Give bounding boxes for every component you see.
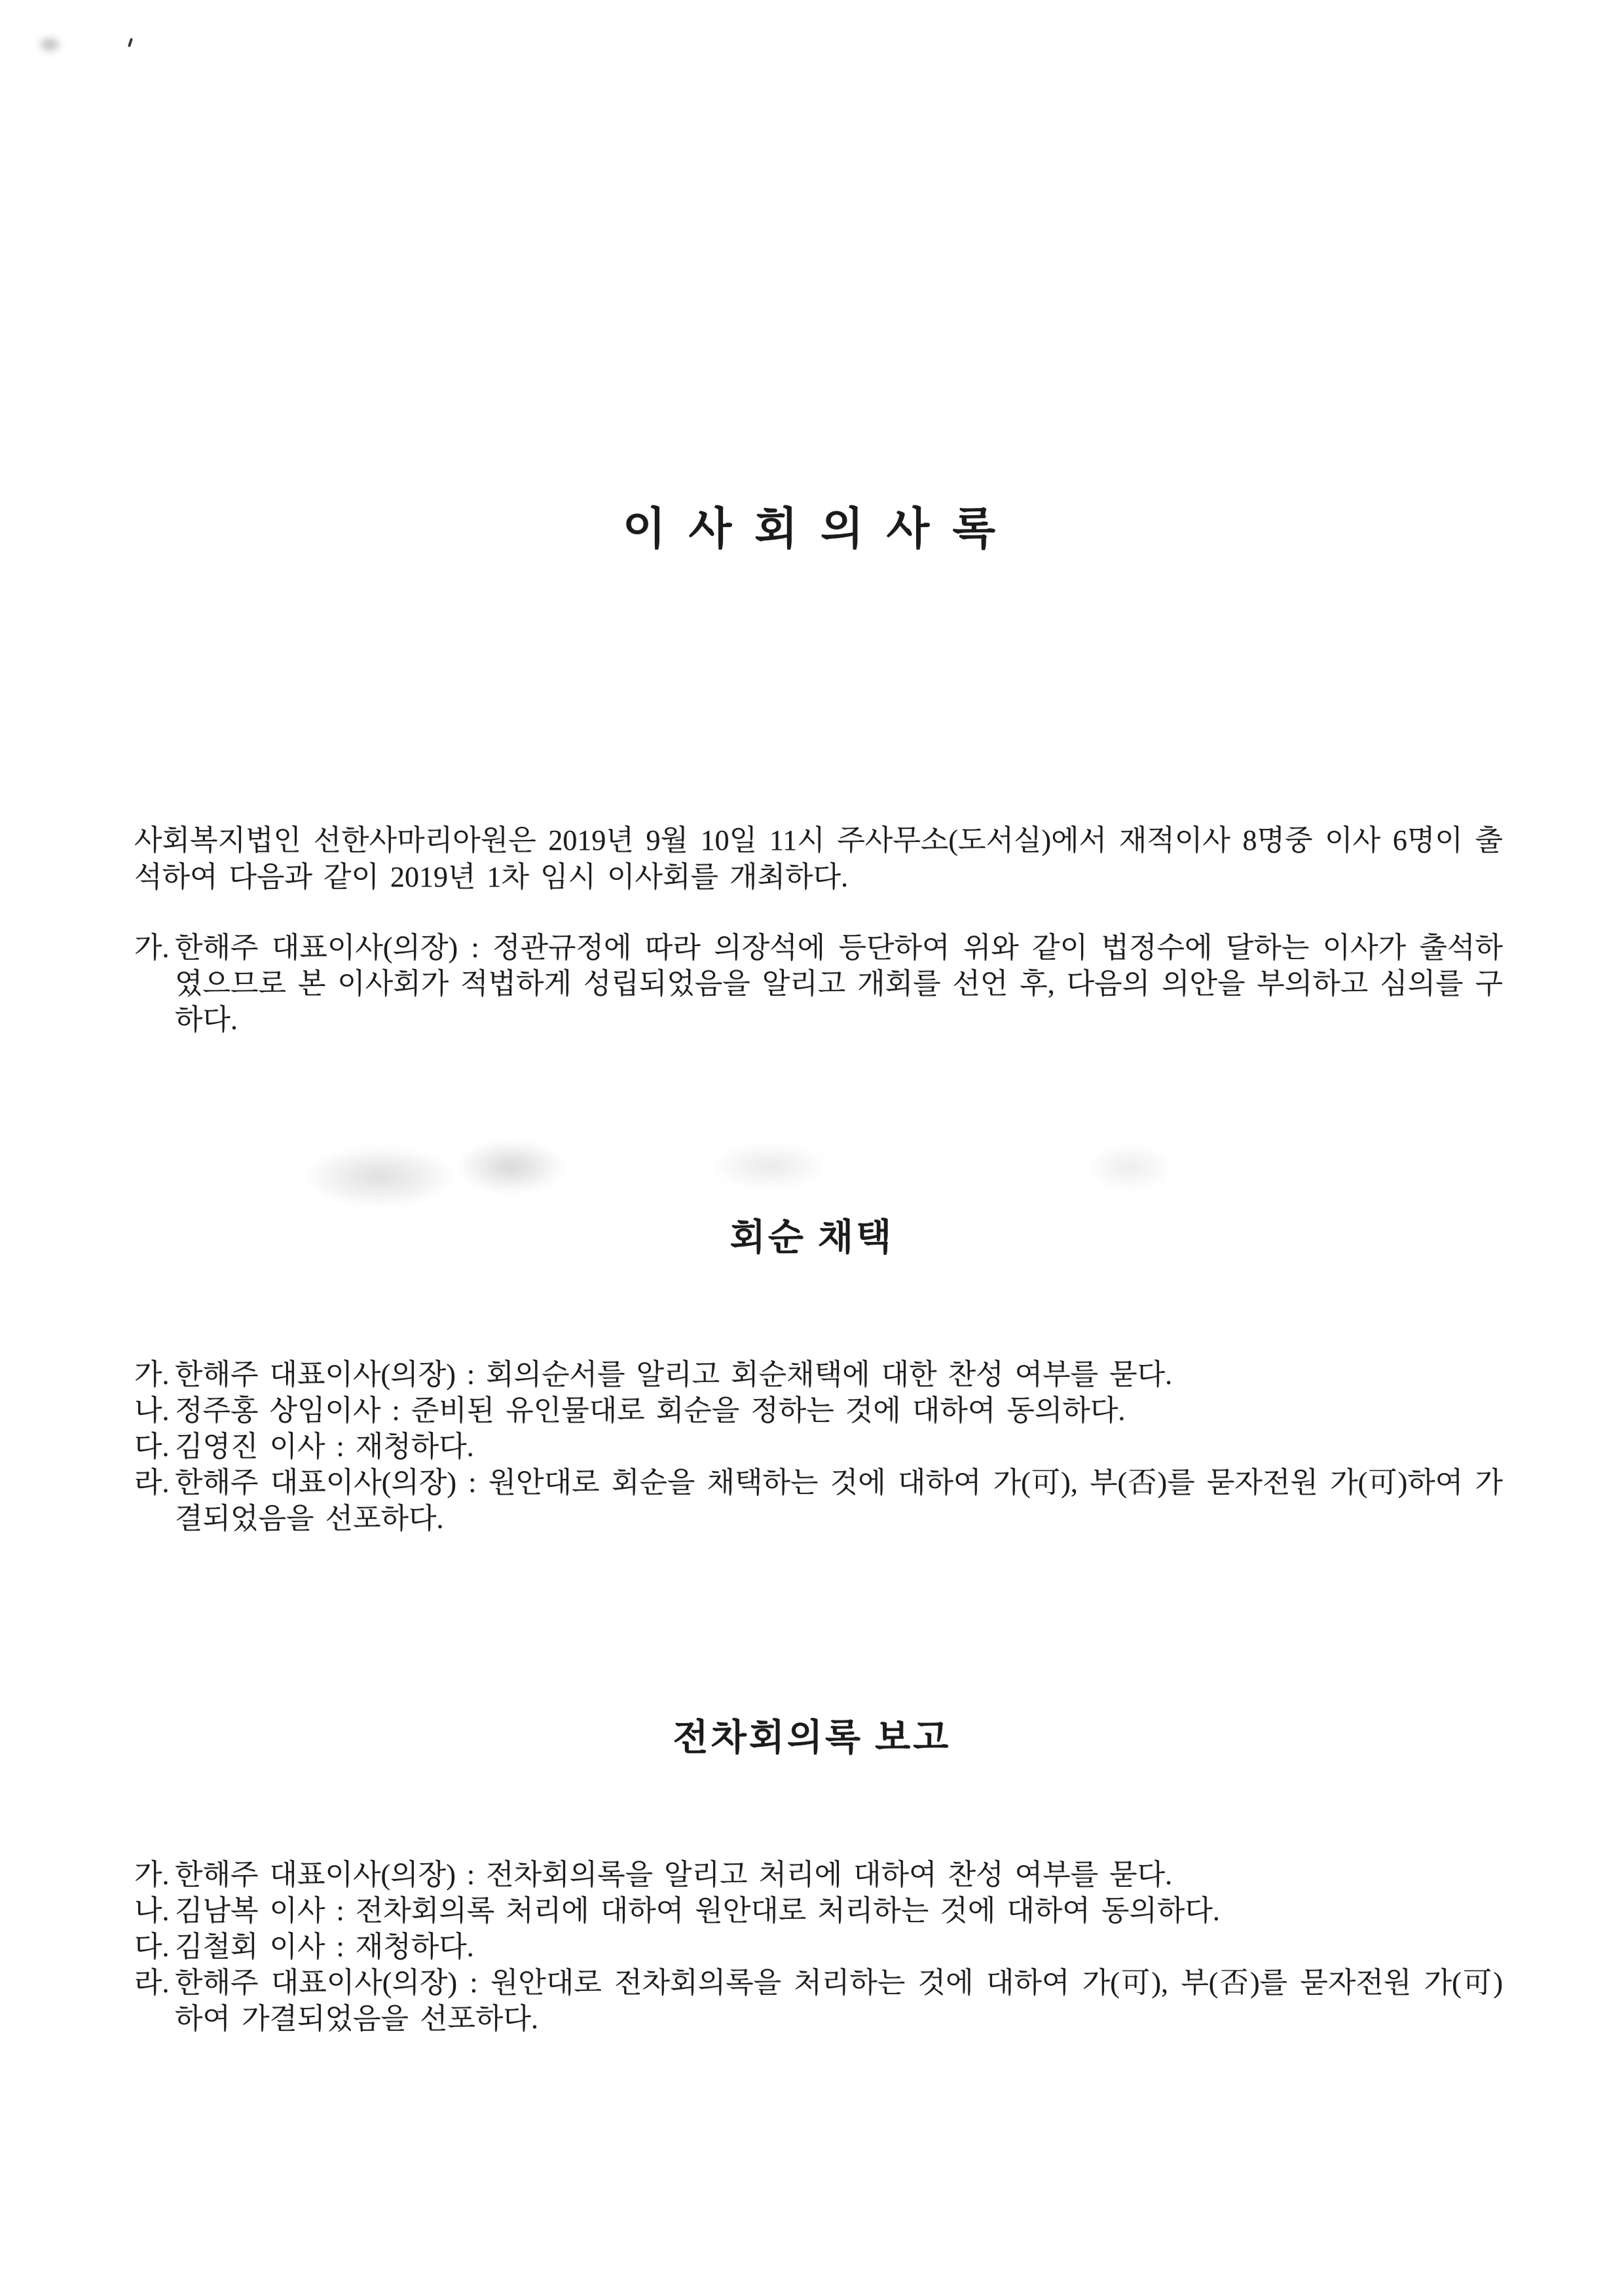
list-item <box>134 1429 1503 1465</box>
list-item-text: 김남복 이사 : 전차회의록 처리에 대하여 원안대로 처리하는 것에 대하여 동의하다. <box>175 1895 1220 1927</box>
opening-statement-list <box>134 930 1503 1038</box>
list-item <box>134 1393 1503 1429</box>
list-item-marker: 나. <box>134 1394 170 1427</box>
scan-smudge <box>1087 1144 1172 1190</box>
list-item-marker: 가. <box>134 1358 170 1391</box>
previous-minutes-list <box>134 1857 1503 2037</box>
list-item <box>134 1357 1503 1393</box>
agenda-adoption-list <box>134 1357 1503 1537</box>
list-item <box>134 1857 1503 1893</box>
list-item-marker: 가. <box>134 1859 170 1891</box>
scan-smudge <box>714 1143 825 1189</box>
list-item <box>134 1965 1503 2037</box>
list-item-text: 김철회 이사 : 재청하다. <box>175 1931 474 1963</box>
document-title: 이 사 회 의 사 록 <box>622 504 1002 554</box>
list-item-marker: 나. <box>134 1895 170 1927</box>
list-item-text: 한해주 대표이사(의장) : 원안대로 회순을 채택하는 것에 대하여 가(可), 부(否)를 묻자전원 가(可)하여 가결되었음을 선포하다. <box>175 1467 1503 1535</box>
list-item <box>134 1929 1503 1965</box>
list-item-marker: 라. <box>134 1967 170 1999</box>
scan-speck <box>128 38 133 48</box>
list-item <box>134 930 1503 1038</box>
scan-smudge <box>38 36 62 53</box>
list-item-marker: 가. <box>134 932 170 964</box>
list-item <box>134 1465 1503 1537</box>
list-item-text: 한해주 대표이사(의장) : 회의순서를 알리고 회순채택에 대한 찬성 여부를 묻다. <box>175 1358 1173 1391</box>
list-item-marker: 다. <box>134 1430 170 1463</box>
list-item <box>134 1893 1503 1929</box>
scan-smudge <box>458 1140 563 1193</box>
section-heading-previous-minutes-report: 전차회의록 보고 <box>673 1718 951 1758</box>
list-item-marker: 라. <box>134 1467 170 1499</box>
list-item-text: 정주홍 상임이사 : 준비된 유인물대로 회순을 정하는 것에 대하여 동의하다. <box>175 1394 1126 1427</box>
list-item-text: 한해주 대표이사(의장) : 정관규정에 따라 의장석에 등단하여 위와 같이 법정수에 달하는 이사가 출석하였으므로 본 이사회가 적법하게 성립되었음을 알리고 개회를 선언 후, 다음의 의안을 부의하고 심의를 구하다. <box>175 932 1503 1036</box>
list-item-text: 김영진 이사 : 재청하다. <box>175 1430 474 1463</box>
list-item-marker: 다. <box>134 1931 170 1963</box>
intro-paragraph: 사회복지법인 선한사마리아원은 2019년 9월 10일 11시 주사무소(도서실)에서 재적이사 8명중 이사 6명이 출석하여 다음과 같이 2019년 1차 임시 이사회를 개최하다. <box>134 824 1503 893</box>
list-item-text: 한해주 대표이사(의장) : 전차회의록을 알리고 처리에 대하여 찬성 여부를 묻다. <box>175 1859 1173 1891</box>
section-heading-agenda-adoption: 회순 채택 <box>729 1218 895 1258</box>
list-item-text: 한해주 대표이사(의장) : 원안대로 전차회의록을 처리하는 것에 대하여 가(可), 부(否)를 묻자전원 가(可)하여 가결되었음을 선포하다. <box>175 1967 1503 2035</box>
scan-smudge <box>308 1147 452 1206</box>
